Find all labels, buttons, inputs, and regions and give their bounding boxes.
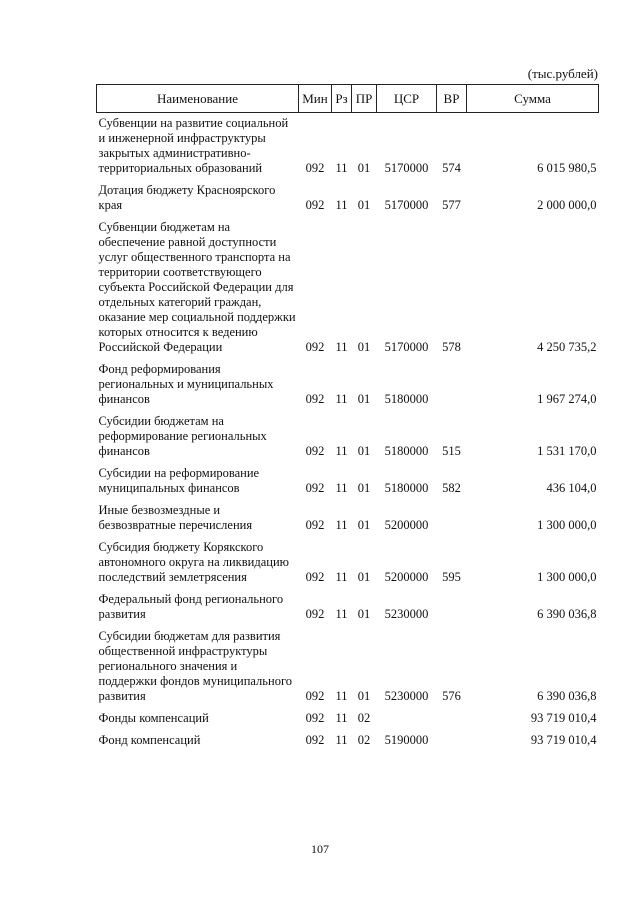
row-rz: 11 — [335, 689, 348, 703]
row-name: Субсидии на реформирование муниципальных финансов — [98, 466, 260, 495]
row-sum: 93 719 010,4 — [530, 733, 597, 747]
row-pr: 01 — [357, 392, 371, 406]
row-rz: 11 — [335, 392, 348, 406]
row-name: Фонды компенсаций — [98, 711, 209, 725]
row-sum: 1 300 000,0 — [537, 518, 597, 532]
row-name: Дотация бюджету Красноярского края — [98, 183, 276, 212]
row-rz: 11 — [335, 711, 348, 725]
row-sum: 436 104,0 — [546, 481, 597, 495]
row-rz: 11 — [335, 518, 348, 532]
row-pr: 01 — [357, 161, 371, 175]
table-row — [97, 217, 599, 359]
row-csr: 5170000 — [384, 340, 429, 354]
row-sum: 1 531 170,0 — [537, 444, 597, 458]
row-sum: 1 300 000,0 — [537, 570, 597, 584]
row-min: 092 — [305, 481, 325, 495]
row-name: Субвенции на развитие социальной и инженерной инфраструктуры закрытых административно-территориальных образований — [98, 116, 289, 175]
row-name: Иные безвозмездные и безвозвратные перечисления — [98, 503, 253, 532]
row-rz: 11 — [335, 607, 348, 621]
header-csr: ЦСР — [377, 85, 437, 113]
row-rz: 11 — [335, 198, 348, 212]
row-csr — [377, 708, 437, 730]
row-csr: 5180000 — [384, 392, 429, 406]
row-csr: 5190000 — [384, 733, 429, 747]
row-min: 092 — [305, 607, 325, 621]
table-row — [97, 113, 599, 181]
row-sum: 4 250 735,2 — [537, 340, 597, 354]
row-vr: 595 — [442, 570, 461, 584]
table-row — [97, 500, 599, 537]
budget-table — [96, 84, 599, 752]
row-min: 092 — [305, 711, 325, 725]
row-rz: 11 — [335, 444, 348, 458]
row-vr: 574 — [442, 161, 461, 175]
row-rz: 11 — [335, 161, 348, 175]
header-vr: ВР — [437, 85, 467, 113]
row-min: 092 — [305, 161, 325, 175]
table-row — [97, 589, 599, 626]
row-pr: 01 — [357, 570, 371, 584]
row-min: 092 — [305, 444, 325, 458]
row-name: Фонд компенсаций — [98, 733, 201, 747]
row-vr: 582 — [442, 481, 461, 495]
row-min: 092 — [305, 198, 325, 212]
table-row — [97, 411, 599, 463]
row-csr: 5170000 — [384, 161, 429, 175]
row-name: Субсидии бюджетам на реформирование региональных финансов — [98, 414, 267, 458]
row-vr — [437, 359, 467, 411]
row-vr — [437, 500, 467, 537]
table-row — [97, 463, 599, 500]
row-vr: 515 — [442, 444, 461, 458]
table-header-row — [97, 85, 599, 113]
row-pr: 01 — [357, 689, 371, 703]
header-rz: Рз — [332, 85, 352, 113]
row-csr: 5180000 — [384, 444, 429, 458]
row-sum: 2 000 000,0 — [537, 198, 597, 212]
table-row — [97, 180, 599, 217]
row-min: 092 — [305, 340, 325, 354]
row-rz: 11 — [335, 340, 348, 354]
units-label: (тыс.рублей) — [527, 66, 598, 81]
table-row — [97, 730, 599, 752]
row-name: Федеральный фонд регионального развития — [98, 592, 284, 621]
table-row — [97, 537, 599, 589]
table-row — [97, 359, 599, 411]
table-row — [97, 708, 599, 730]
header-min: Мин — [299, 85, 332, 113]
row-name: Субвенции бюджетам на обеспечение равной доступности услуг общественного транспорта на территории соответствующего субъекта Российской Федерации для отдельных категорий граждан, оказание мер социальной поддержки которых относится к ведению Российской Федерации — [98, 220, 296, 354]
table-row — [97, 626, 599, 708]
row-vr — [437, 730, 467, 752]
header-pr: ПР — [352, 85, 377, 113]
row-rz: 11 — [335, 481, 348, 495]
row-vr: 578 — [442, 340, 461, 354]
row-sum: 1 967 274,0 — [537, 392, 597, 406]
row-csr: 5230000 — [384, 689, 429, 703]
row-min: 092 — [305, 392, 325, 406]
row-pr: 01 — [357, 198, 371, 212]
row-vr — [437, 589, 467, 626]
row-vr: 576 — [442, 689, 461, 703]
row-pr: 02 — [357, 733, 371, 747]
row-min: 092 — [305, 518, 325, 532]
row-sum: 6 390 036,8 — [537, 607, 597, 621]
row-sum: 6 015 980,5 — [537, 161, 597, 175]
row-pr: 01 — [357, 607, 371, 621]
row-name: Фонд реформирования региональных и муниципальных финансов — [98, 362, 274, 406]
header-sum: Сумма — [467, 85, 599, 113]
row-rz: 11 — [335, 733, 348, 747]
row-sum: 6 390 036,8 — [537, 689, 597, 703]
row-csr: 5180000 — [384, 481, 429, 495]
row-vr: 577 — [442, 198, 461, 212]
row-csr: 5170000 — [384, 198, 429, 212]
page-number: 107 — [311, 842, 329, 856]
row-min: 092 — [305, 570, 325, 584]
row-csr: 5200000 — [384, 518, 429, 532]
row-min: 092 — [305, 733, 325, 747]
row-name: Субсидии бюджетам для развития общественной инфраструктуры регионального значения и поддержки фондов муниципального развития — [98, 629, 293, 703]
row-rz: 11 — [335, 570, 348, 584]
row-min: 092 — [305, 689, 325, 703]
header-name: Наименование — [97, 85, 299, 113]
row-csr: 5200000 — [384, 570, 429, 584]
row-pr: 01 — [357, 518, 371, 532]
row-pr: 01 — [357, 340, 371, 354]
row-sum: 93 719 010,4 — [530, 711, 597, 725]
row-pr: 02 — [357, 711, 371, 725]
row-vr — [437, 708, 467, 730]
row-pr: 01 — [357, 444, 371, 458]
row-name: Субсидия бюджету Корякского автономного округа на ликвидацию последствий землетрясения — [98, 540, 289, 584]
row-csr: 5230000 — [384, 607, 429, 621]
row-pr: 01 — [357, 481, 371, 495]
